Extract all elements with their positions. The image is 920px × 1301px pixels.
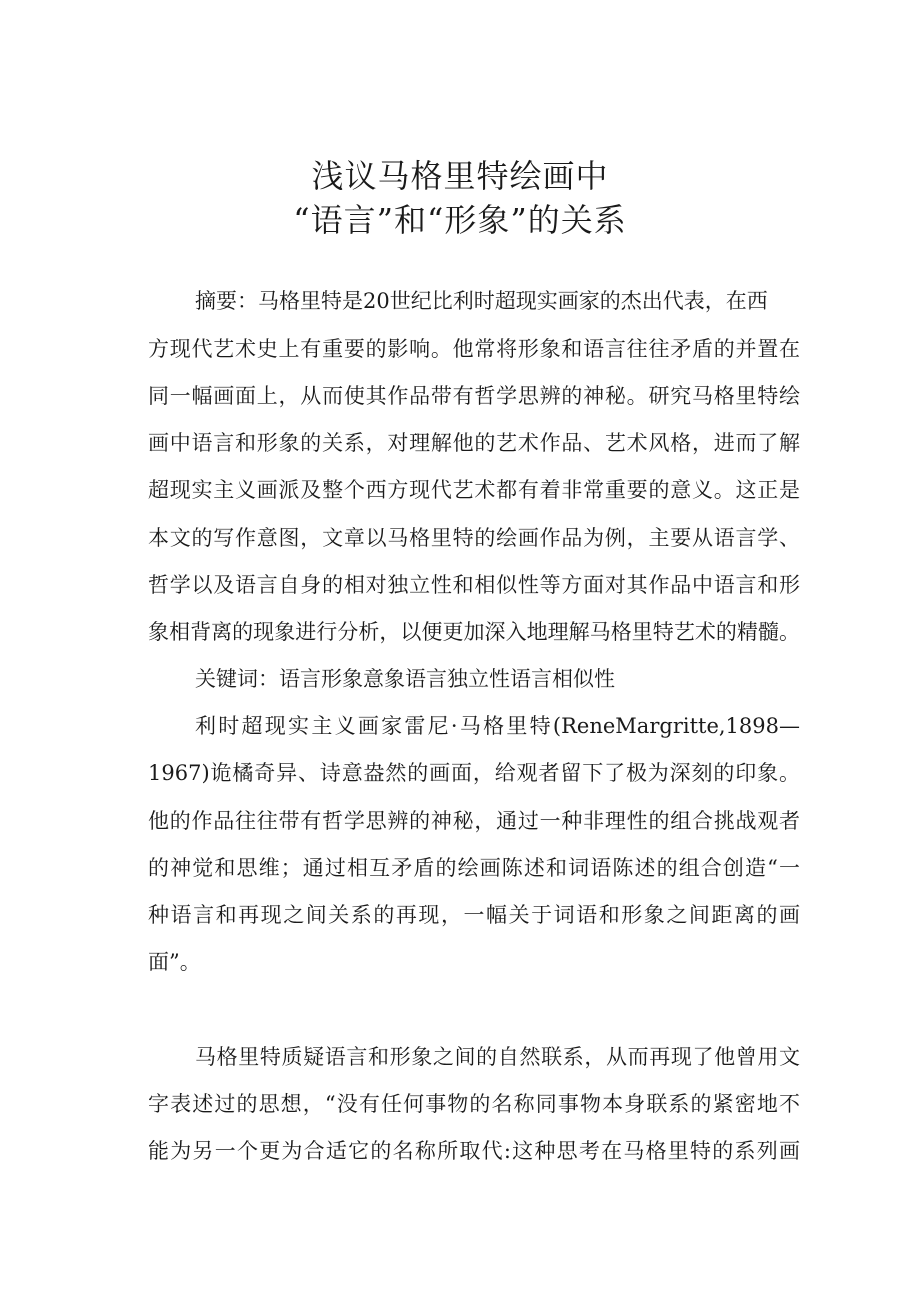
body-line: 马格里特质疑语言和形象之间的自然联系，从而再现了他曾用文 xyxy=(195,1045,800,1069)
abstract-line: 画中语言和形象的关系，对理解他的艺术作品、艺术风格，进而了解 xyxy=(148,431,800,455)
body-line: 能为另一个更为合适它的名称所取代:这种思考在马格里特的系列画 xyxy=(148,1139,800,1163)
body-line: 字表述过的思想，“没有任何事物的名称同事物本身联系的紧密地不 xyxy=(148,1092,800,1116)
body-line: 的神觉和思维；通过相互矛盾的绘画陈述和词语陈述的组合创造“一 xyxy=(148,856,800,880)
abstract-line: 超现实主义画派及整个西方现代艺术都有着非常重要的意义。这正是 xyxy=(148,478,800,502)
abstract-line: 同一幅画面上，从而使其作品带有哲学思辨的神秘。研究马格里特绘 xyxy=(148,384,800,408)
abstract-line: 本文的写作意图，文章以马格里特的绘画作品为例，主要从语言学、 xyxy=(148,526,800,550)
abstract-line: 摘要：马格里特是20世纪比利时超现实画家的杰出代表，在西 xyxy=(195,289,768,313)
body-line: 1967)诡橘奇异、诗意盎然的画面，给观者留下了极为深刻的印象。 xyxy=(148,761,800,785)
title-line-1: 浅议马格里特绘画中 xyxy=(311,157,609,195)
body-line: 种语言和再现之间关系的再现，一幅关于词语和形象之间距离的画 xyxy=(148,903,800,927)
abstract-line: 哲学以及语言自身的相对独立性和相似性等方面对其作品中语言和形 xyxy=(148,573,800,597)
body-line: 利时超现实主义画家雷尼·马格里特(ReneMargritte,1898— xyxy=(195,714,800,738)
title-line-2: “语言”和“形象”的关系 xyxy=(293,201,627,239)
abstract-line: 方现代艺术史上有重要的影响。他常将形象和语言往往矛盾的并置在 xyxy=(148,337,800,361)
abstract-line: 象相背离的现象进行分析，以便更加深入地理解马格里特艺术的精髓。 xyxy=(148,620,800,644)
keywords-line: 关键词：语言形象意象语言独立性语言相似性 xyxy=(195,667,615,691)
body-line: 他的作品往往带有哲学思辨的神秘，通过一种非理性的组合挑战观者 xyxy=(148,809,800,833)
body-line: 面”。 xyxy=(148,950,201,974)
